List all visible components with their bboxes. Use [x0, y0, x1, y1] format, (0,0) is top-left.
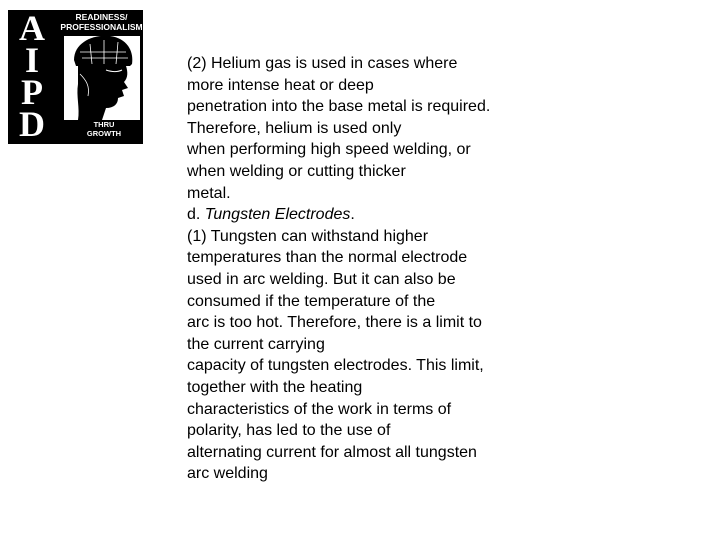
soldier-helmet-icon	[60, 30, 143, 122]
logo-motto-top: READINESS/ PROFESSIONALISM	[60, 12, 143, 32]
text-line: used in arc welding. But it can also be	[187, 270, 456, 288]
text-line: the current carrying	[187, 335, 325, 353]
text-line: (2) Helium gas is used in cases where	[187, 55, 458, 72]
text-line: alternating current for almost all tungsten	[187, 443, 477, 461]
text-line: temperatures than the normal electrode	[187, 249, 468, 267]
logo-letter: P	[21, 72, 43, 112]
text-line: more intense heat or deep	[187, 76, 374, 94]
text-line: arc welding	[187, 465, 268, 483]
text-line: penetration into the base metal is required.	[187, 98, 491, 116]
text-line: Therefore, helium is used only	[187, 119, 402, 137]
logo-letters	[15, 10, 49, 144]
text-line: consumed if the temperature of the	[187, 292, 436, 310]
section-heading-title: Tungsten Electrodes	[204, 206, 351, 224]
logo-motto-bottom: THRU GROWTH	[86, 120, 122, 138]
text-line: capacity of tungsten electrodes. This limit,	[187, 357, 484, 375]
logo-letter: A	[19, 10, 45, 48]
text-line: metal.	[187, 184, 231, 202]
logo-emblem-panel	[60, 10, 143, 144]
section-heading: d. Tungsten Electrodes.	[187, 206, 355, 224]
text-line: when performing high speed welding, or	[187, 141, 471, 159]
text-line: arc is too hot. Therefore, there is a limit to	[187, 314, 482, 332]
document-body	[187, 53, 547, 485]
text-line: characteristics of the work in terms of	[187, 400, 452, 418]
logo-letter: I	[24, 40, 39, 80]
text-line: when welding or cutting thicker	[187, 162, 406, 180]
text-line: (1) Tungsten can withstand higher	[187, 227, 429, 245]
text-line: polarity, has led to the use of	[187, 422, 391, 440]
text-line: together with the heating	[187, 378, 363, 396]
logo-letter: D	[19, 104, 45, 144]
aipd-logo	[8, 10, 143, 144]
